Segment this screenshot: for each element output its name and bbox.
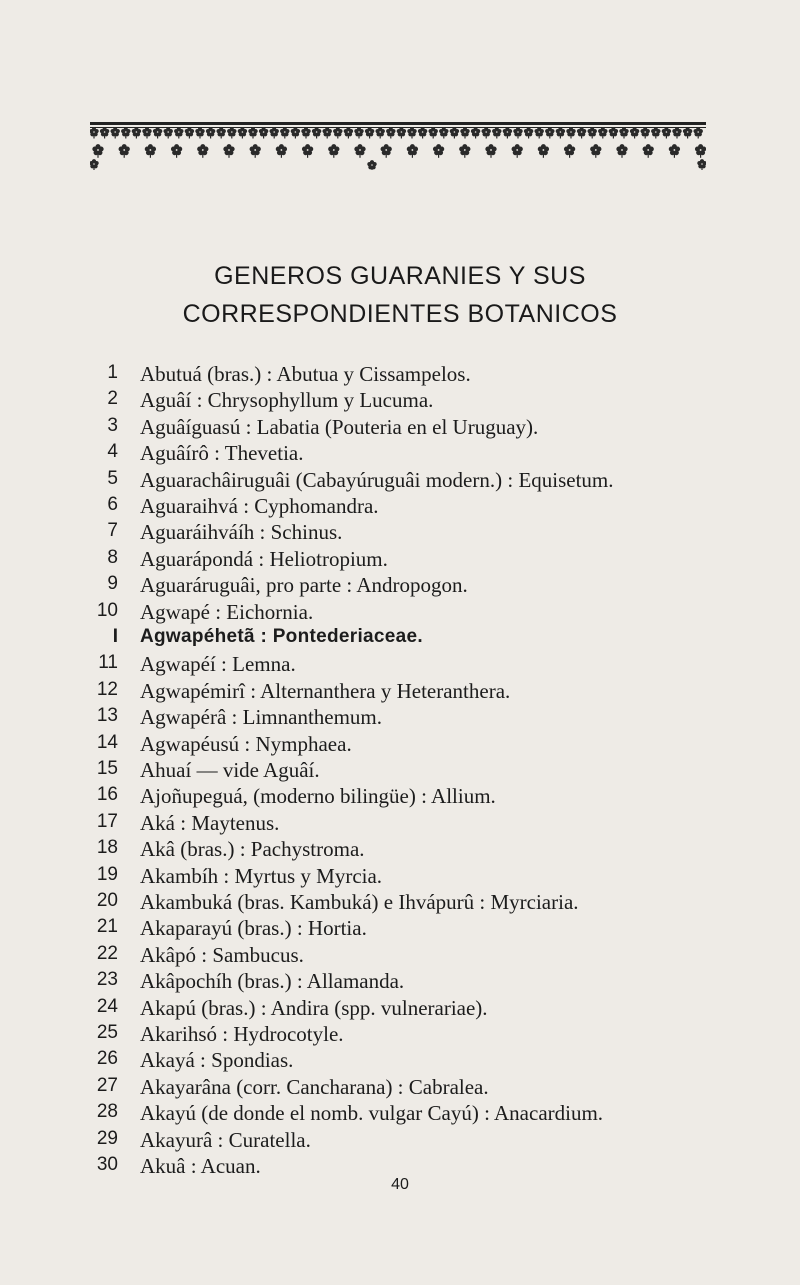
entry-text: Aguâíguasú : Labatia (Pouteria en el Uruguay).	[140, 414, 539, 439]
list-item	[0, 494, 800, 520]
entry-number: 18	[96, 837, 118, 859]
list-item	[0, 441, 800, 467]
list-item	[0, 652, 800, 678]
list-item	[0, 705, 800, 731]
entry-number: 5	[107, 467, 118, 489]
entry-number: 11	[98, 652, 118, 674]
entry-number: 13	[96, 705, 118, 727]
list-item	[0, 916, 800, 942]
entry-number: 15	[96, 758, 118, 779]
list-item	[0, 864, 800, 890]
entry-text: Akambíh : Myrtus y Myrcia.	[140, 863, 383, 888]
entry-text: Akayarâna (corr. Cancharana) : Cabralea.	[140, 1074, 489, 1099]
entry-text: Aguarápondá : Heliotropium.	[140, 546, 388, 571]
list-item	[0, 679, 800, 705]
entry-number: 16	[96, 784, 118, 806]
entry-text: Aká : Maytenus.	[140, 810, 280, 835]
entry-text: Ajoñupeguá, (moderno bilingüe) : Allium.	[140, 784, 496, 809]
list-item	[0, 1022, 800, 1048]
entry-text: Akaparayú (bras.) : Hortia.	[140, 916, 367, 941]
entry-text: Aguaráruguâi, pro parte : Andropogon.	[140, 573, 468, 598]
list-item	[0, 943, 800, 969]
list-item	[0, 362, 800, 388]
entry-text: Akâpó : Sambucus.	[140, 942, 304, 967]
entry-number: 7	[107, 520, 118, 542]
entry-number: 25	[96, 1022, 118, 1043]
entry-number: 26	[96, 1048, 118, 1070]
list-item	[0, 520, 800, 546]
entry-text: Aguarachâiruguâi (Cabayúruguâi modern.) : Equisetum.	[140, 467, 614, 492]
list-item	[0, 415, 800, 441]
entry-number: 23	[96, 969, 118, 991]
entry-number: 4	[107, 441, 118, 463]
entry-text: Abutuá (bras.) : Abutua y Cissampelos.	[140, 362, 471, 386]
entry-number: 12	[96, 678, 118, 700]
list-item	[0, 784, 800, 810]
entry-text: Akâpochíh (bras.) : Allamanda.	[140, 969, 405, 994]
list-item	[0, 732, 800, 758]
entry-number: 19	[96, 863, 118, 885]
entry-text: Aguaraihvá : Cyphomandra.	[140, 494, 379, 518]
list-item	[0, 1128, 800, 1154]
entry-text: Aguâírô : Thevetia.	[140, 441, 304, 466]
list-item	[0, 573, 800, 599]
entry-number: 22	[96, 942, 118, 964]
entry-text: Agwapéhetã : Pontederiaceae.	[140, 626, 423, 647]
entry-text: Agwapémirî : Alternanthera y Heteranthera.	[140, 678, 511, 703]
entry-text: Akayú (de donde el nomb. vulgar Cayú) : Anacardium.	[140, 1101, 604, 1126]
list-item	[0, 1048, 800, 1074]
list-item	[0, 996, 800, 1022]
page-number: 40	[391, 1176, 409, 1193]
entry-text: Akayá : Spondias.	[140, 1048, 294, 1073]
entry-text: Akuâ : Acuan.	[140, 1154, 261, 1178]
entry-number: I	[112, 626, 118, 647]
entry-number: 28	[96, 1101, 118, 1123]
entry-number: 9	[107, 573, 118, 595]
entry-text: Akambuká (bras. Kambuká) e Ihvápurû : Myrciaria.	[140, 890, 579, 914]
entry-number: 27	[96, 1074, 118, 1096]
list-item	[0, 1075, 800, 1101]
entry-text: Aguaráihváíh : Schinus.	[140, 520, 343, 545]
entry-text: Agwapérâ : Limnanthemum.	[140, 705, 383, 730]
entry-number: 1	[107, 362, 118, 383]
page-title-line2: CORRESPONDIENTES BOTANICOS	[182, 300, 618, 328]
entry-text: Agwapéusú : Nymphaea.	[140, 731, 352, 756]
list-item	[0, 811, 800, 837]
entry-number: 24	[96, 995, 118, 1017]
list-item	[0, 969, 800, 995]
list-item	[0, 837, 800, 863]
list-item	[0, 1101, 800, 1127]
entry-number: 17	[96, 810, 118, 832]
entry-text: Aguâí : Chrysophyllum y Lucuma.	[140, 388, 434, 413]
entry-number: 29	[96, 1127, 118, 1149]
entry-text: Akâ (bras.) : Pachystroma.	[140, 837, 365, 862]
entry-text: Akapú (bras.) : Andira (spp. vulnerariae).	[140, 995, 488, 1020]
entry-number: 10	[96, 599, 118, 621]
entry-number: 8	[107, 546, 118, 568]
list-item	[0, 468, 800, 494]
list-item	[0, 890, 800, 916]
entry-text: Ahuaí — vide Aguâí.	[140, 758, 320, 782]
floral-border-icon	[90, 122, 706, 170]
entry-number: 3	[107, 414, 118, 436]
list-item	[0, 388, 800, 414]
list-item	[0, 547, 800, 573]
entry-number: 6	[107, 494, 118, 515]
list-item	[0, 758, 800, 784]
entry-number: 21	[96, 916, 118, 938]
entry-text: Akayurâ : Curatella.	[140, 1127, 311, 1152]
entry-text: Akarihsó : Hydrocotyle.	[140, 1022, 344, 1046]
entry-text: Agwapé : Eichornia.	[140, 599, 314, 624]
entry-number: 20	[96, 890, 118, 911]
page-title-line1: GENEROS GUARANIES Y SUS	[214, 262, 586, 290]
entry-text: Agwapéí : Lemna.	[140, 652, 296, 677]
entry-number: 2	[107, 388, 118, 410]
list-item	[0, 626, 800, 652]
entry-number: 14	[96, 731, 118, 753]
list-item	[0, 600, 800, 626]
entry-number: 30	[96, 1154, 118, 1175]
